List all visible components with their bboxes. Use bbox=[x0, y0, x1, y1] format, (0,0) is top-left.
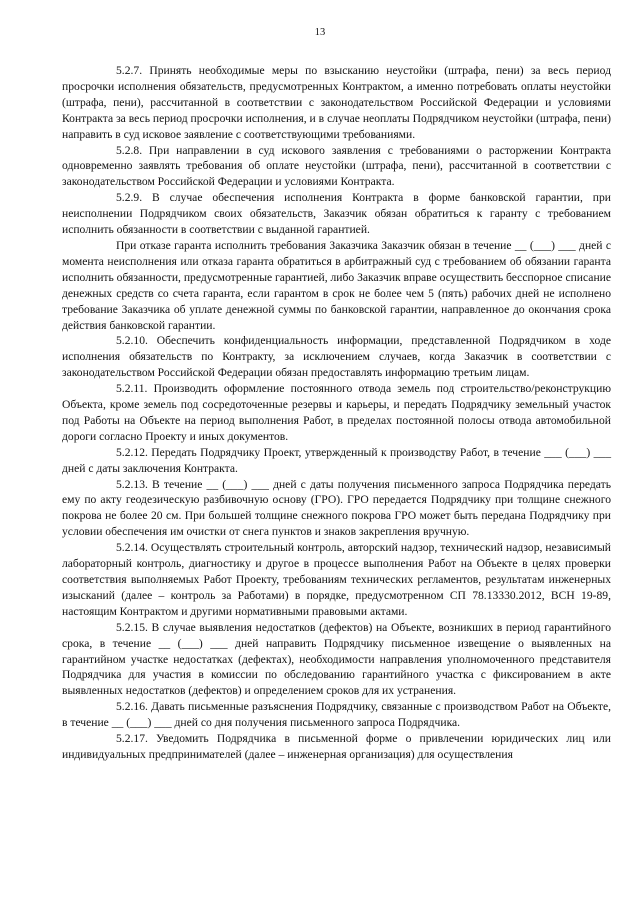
paragraph-5-2-7: 5.2.7. Принять необходимые меры по взысканию неустойки (штрафа, пени) за весь период просрочки исполнения обязательств, предусмотренных Контрактом, а именно потребовать оплаты неустойки (штрафа, пени), рассчитанной в соответствии с законодательством Российской Федерации и условиями Контракта за весь период просрочки исполнения, и в случае неоплаты Подрядчиком неустойки (штрафа, пени) направить в суд исковое заявление с соответствующими требованиями. bbox=[62, 64, 611, 141]
document-body bbox=[62, 63, 611, 763]
paragraph-5-2-9: 5.2.9. В случае обеспечения исполнения Контракта в форме банковской гарантии, при неисполнении Подрядчиком своих обязательств, Заказчик обязан обратиться к гаранту с требованием исполнить обязанности в соответствии с выданной гарантией. bbox=[62, 191, 611, 237]
paragraph-5-2-11: 5.2.11. Производить оформление постоянного отвода земель под строительство/реконструкцию Объекта, кроме земель под сосредоточенные резервы и карьеры, и передать Подрядчику земельный участок под Работы на Объекте на период выполнения Работ, в пределах постоянной полосы отвода автомобильной дороги согласно Проекту и иных документов. bbox=[62, 382, 611, 443]
paragraph-5-2-14: 5.2.14. Осуществлять строительный контроль, авторский надзор, технический надзор, независимый лабораторный контроль, диагностику и другое в процессе выполнения Работ на Объекте в целях проверки соответствия выполняемых Работ Проекту, требованиям технических регламентов, результатам инженерных изысканий (далее – контроль за Работами) в порядке, предусмотренном СП 78.13330.2012, ВСН 19-89, настоящим Контрактом и другими нормативными правовыми актами. bbox=[62, 541, 611, 618]
page-number: 13 bbox=[314, 27, 326, 38]
paragraph-5-2-13: 5.2.13. В течение __ (___) ___ дней с даты получения письменного запроса Подрядчика передать ему по акту геодезическую разбивочную основу (ГРО). ГРО передается Подрядчику при толщине снежного покрова не более 20 см. При большей толщине снежного покрова ГРО может быть передана Подрядчику при условии обеспечения им очистки от снега пунктов и знаков закрепления вручную. bbox=[62, 477, 611, 539]
paragraph-5-2-12: 5.2.12. Передать Подрядчику Проект, утвержденный к производству Работ, в течение ___ (___) ___ дней с даты заключения Контракта. bbox=[62, 445, 611, 475]
paragraph-5-2-15: 5.2.15. В случае выявления недостатков (дефектов) на Объекте, возникших в период гарантийного срока, в течение __ (___) ___ дней направить Подрядчику письменное извещение о выявленных на гарантийном участке недостатках (дефектах), необходимости направления уполномоченного представителя Подрядчика для участия в комиссии по обследованию гарантийного участка с фиксированием в акте выявленных недостатков (дефектов) и определением сроков для их устранения. bbox=[62, 620, 611, 698]
paragraph-5-2-17: 5.2.17. Уведомить Подрядчика в письменной форме о привлечении юридических лиц или индивидуальных предпринимателей (далее – инженерная организация) для осуществления bbox=[62, 732, 611, 761]
paragraph-5-2-8: 5.2.8. При направлении в суд искового заявления с требованиями о расторжении Контракта одновременно заявлять требования об оплате неустойки (штрафа, пени), рассчитанной в соответствии с законодательством Российской Федерации и условиями Контракта. bbox=[62, 143, 611, 189]
paragraph-5-2-10: 5.2.10. Обеспечить конфиденциальность информации, представленной Подрядчиком в ходе исполнения обязательств по Контракту, за исключением случаев, когда Заказчик в соответствии с законодательством Российской Федерации обязан предоставлять информацию третьим лицам. bbox=[62, 334, 611, 380]
paragraph-5-2-16: 5.2.16. Давать письменные разъяснения Подрядчику, связанные с производством Работ на Объекте, в течение __ (___) ___ дней со дня получения письменного запроса Подрядчика. bbox=[62, 700, 611, 730]
paragraph-guarantor-refusal: При отказе гаранта исполнить требования Заказчика Заказчик обязан в течение __ (___) ___ дней с момента неисполнения или отказа гаранта обратиться в арбитражный суд с требованием об обязании гаранта исполнить обязанности, предусмотренные гарантией, либо Заказчик вправе осуществить бесспорное списание денежных средств со счета гаранта, если гарантом в срок не более чем 5 (пять) рабочих дней не исполнено требование Заказчика об уплате денежной суммы по банковской гарантии, направленное до окончания срока действия банковской гарантии. bbox=[62, 238, 612, 332]
